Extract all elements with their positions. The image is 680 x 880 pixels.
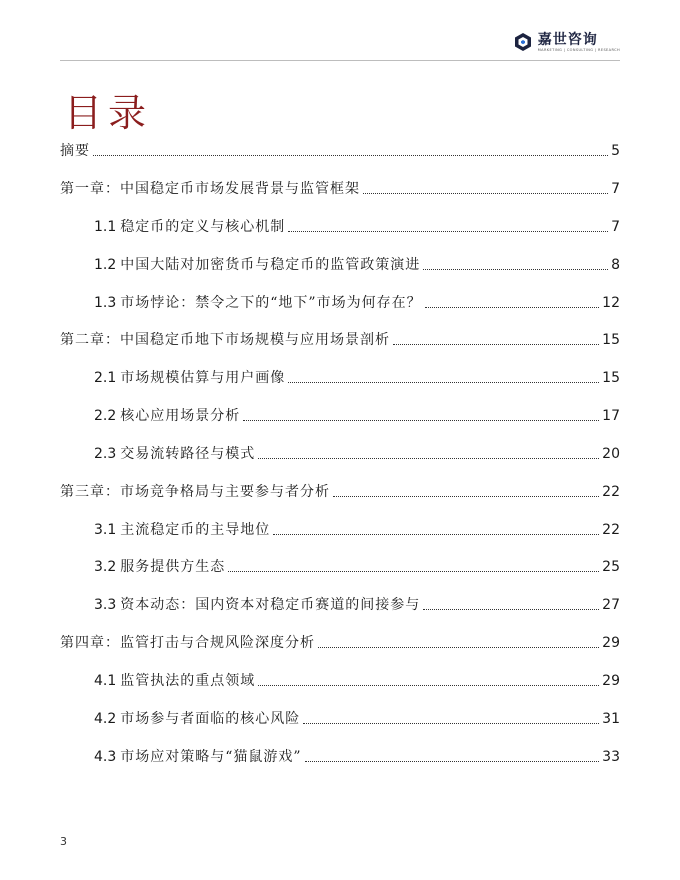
toc-entry-text: 摘要 [60,143,90,159]
toc-entry[interactable] [94,744,620,766]
toc-entry-label [94,710,300,728]
toc-entry-text: 市场应对策略与“猫鼠游戏” [120,749,302,765]
toc-entry-text: 主流稳定币的主导地位 [120,522,271,538]
toc-entry-number: 4.3 [94,749,117,765]
toc-entry-label [94,521,270,539]
toc-leader-dots [93,154,608,156]
toc-leader-dots [425,306,600,308]
toc-entry-page: 5 [611,143,620,159]
toc-entry-page: 12 [602,295,620,311]
toc-entry[interactable] [94,252,620,274]
toc-entry[interactable] [94,554,620,576]
toc-entry-number: 2.2 [94,408,117,424]
toc-leader-dots [333,495,599,497]
toc-entry-text: 核心应用场景分析 [120,408,241,424]
page-header [60,22,620,61]
brand-mark-icon [513,32,533,52]
toc-entry[interactable] [94,668,620,690]
toc-entry-number: 3.3 [94,597,117,613]
brand-tagline: MARKETING | CONSULTING | RESEARCH [537,47,620,52]
toc-leader-dots [305,760,600,762]
toc-entry[interactable] [94,365,620,387]
brand-name: 嘉世咨询 [537,31,598,48]
toc-entry-text: 资本动态：国内资本对稳定币赛道的间接参与 [120,597,421,613]
toc-entry-page: 29 [602,673,620,689]
toc-entry-number: 3.1 [94,522,117,538]
toc-leader-dots [393,343,599,345]
toc-entry-page: 29 [602,635,620,651]
toc-entry-label [94,445,255,463]
page-number: 3 [60,835,67,848]
toc-leader-dots [318,646,599,648]
toc-entry[interactable] [94,214,620,236]
toc-entry-text: 市场悖论：禁令之下的“地下”市场为何存在？ [120,295,422,311]
toc-entry[interactable] [94,403,620,425]
toc-entry[interactable] [94,441,620,463]
toc-entry-page: 7 [611,181,620,197]
toc-entry-text: 第三章：市场竞争格局与主要参与者分析 [60,484,330,500]
toc-entry-page: 20 [602,446,620,462]
toc-leader-dots [258,457,599,459]
toc-entry-text: 中国大陆对加密货币与稳定币的监管政策演进 [120,257,421,273]
toc-entry-label [94,369,285,387]
toc-entry-text: 监管执法的重点领域 [120,673,256,689]
toc-entry[interactable] [60,479,620,501]
toc-entry-text: 第二章：中国稳定币地下市场规模与应用场景剖析 [60,332,390,348]
toc-entry-page: 8 [611,257,620,273]
toc-entry-text: 市场规模估算与用户画像 [120,370,286,386]
page-title: 目录 [64,91,153,135]
toc-entry-text: 服务提供方生态 [120,559,226,575]
toc-entry-number: 2.3 [94,446,117,462]
toc-leader-dots [258,684,599,686]
toc-entry-label [94,218,285,236]
brand-logo [513,28,620,56]
toc-entry-label [94,672,255,690]
toc-leader-dots [243,419,599,421]
toc-entry-number: 1.2 [94,257,117,273]
toc-entry[interactable] [94,290,620,312]
toc-entry-label [94,558,225,576]
toc-entry-number: 4.1 [94,673,117,689]
toc-entry-page: 22 [602,484,620,500]
toc-entry-page: 7 [611,219,620,235]
toc-leader-dots [288,381,599,383]
toc-entry-number: 2.1 [94,370,117,386]
toc-entry-page: 22 [602,522,620,538]
toc-entry-number: 1.1 [94,219,117,235]
toc-entry-page: 27 [602,597,620,613]
toc-leader-dots [303,722,599,724]
toc-entry-label [60,483,330,501]
toc-entry-page: 15 [602,332,620,348]
toc-leader-dots [288,230,608,232]
toc-entry-text: 第四章：监管打击与合规风险深度分析 [60,635,315,651]
toc-entry[interactable] [60,138,620,160]
toc-entry-page: 33 [602,749,620,765]
toc-entry-page: 15 [602,370,620,386]
toc-leader-dots [273,533,599,535]
toc-entry[interactable] [60,176,620,198]
toc-entry-text: 稳定币的定义与核心机制 [120,219,286,235]
toc-entry-label [60,142,90,160]
toc-leader-dots [423,268,608,270]
toc-entry-label [60,634,315,652]
toc-entry-label [94,748,302,766]
toc-leader-dots [423,608,599,610]
toc-entry-text: 市场参与者面临的核心风险 [120,711,301,727]
toc-entry-label [94,256,420,274]
toc-entry-number: 1.3 [94,295,117,311]
toc-entry-number: 3.2 [94,559,117,575]
toc-entry-number: 4.2 [94,711,117,727]
toc-entry-label [60,331,390,349]
toc-entry-label [94,596,420,614]
toc-entry-label [94,294,422,312]
toc-entry-page: 17 [602,408,620,424]
toc-entry-page: 31 [602,711,620,727]
toc-entry[interactable] [94,592,620,614]
toc-entry[interactable] [60,630,620,652]
toc-entry-text: 交易流转路径与模式 [120,446,256,462]
toc-leader-dots [228,570,599,572]
toc-leader-dots [363,192,608,194]
toc-entry-label [94,407,240,425]
toc-entry-text: 第一章：中国稳定币市场发展背景与监管框架 [60,181,360,197]
toc-entry[interactable] [60,327,620,349]
toc-entry-page: 25 [602,559,620,575]
toc-entry[interactable] [94,706,620,728]
toc-entry[interactable] [94,517,620,539]
toc-entry-label [60,180,360,198]
